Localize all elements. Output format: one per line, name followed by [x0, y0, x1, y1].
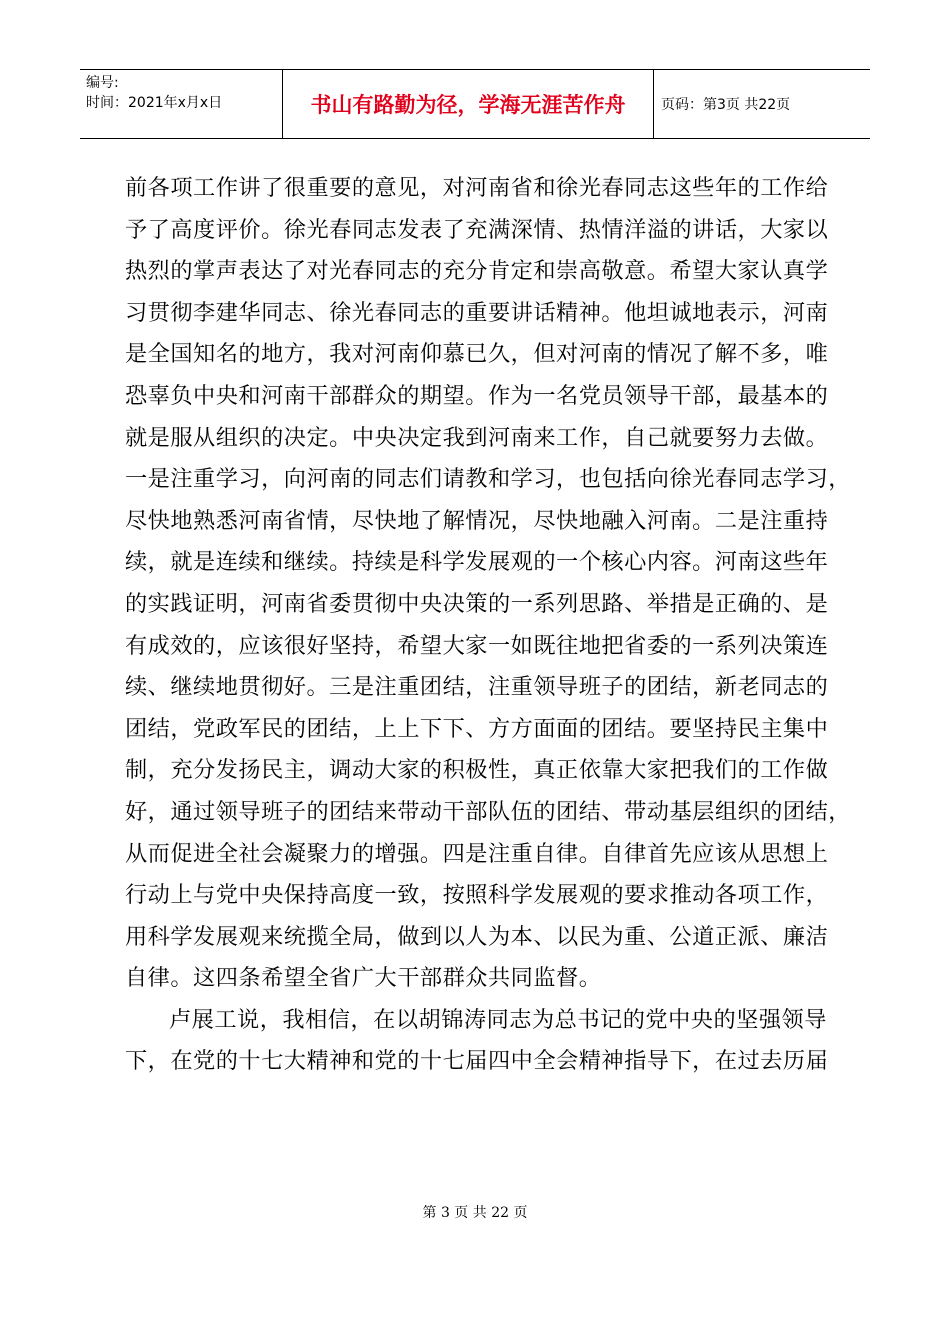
number-label: 编号:: [86, 75, 119, 91]
text-line: 行动上与党中央保持高度一致，按照科学发展观的要求推动各项工作，: [125, 882, 829, 909]
text-line: 自律。这四条希望全省广大干部群众共同监督。: [125, 965, 602, 992]
header-page-info: 页码：第3页 共22页: [661, 97, 791, 113]
text-line: 习贯彻李建华同志、徐光春同志的重要讲话精神。他坦诚地表示，河南: [125, 299, 829, 326]
text-line: 前各项工作讲了很重要的意见，对河南省和徐光春同志这些年的工作给: [125, 175, 829, 201]
text-line: 就是服从组织的决定。中央决定我到河南来工作，自己就要努力去做。: [125, 424, 829, 451]
paragraph-2: [125, 1000, 837, 1083]
text-line: 团结，党政军民的团结，上上下下、方方面面的团结。要坚持民主集中: [125, 715, 829, 742]
text-line: 从而促进全社会凝聚力的增强。四是注重自律。自律首先应该从思想上: [125, 840, 829, 867]
text-line: 予了高度评价。徐光春同志发表了充满深情、热情洋溢的讲话，大家以: [125, 216, 829, 243]
paragraph-1: [125, 168, 851, 1000]
text-line: 下，在党的十七大精神和党的十七届四中全会精神指导下，在过去历届: [125, 1048, 829, 1075]
text-line: 热烈的掌声表达了对光春同志的充分肯定和崇高敬意。希望大家认真学: [125, 258, 829, 285]
text-line: 续、继续地贯彻好。三是注重团结，注重领导班子的团结，新老同志的: [125, 674, 829, 701]
document-header: [80, 69, 870, 139]
text-line: 卢展工说，我相信，在以胡锦涛同志为总书记的党中央的坚强领导: [169, 1006, 827, 1033]
text-line: 好，通过领导班子的团结来带动干部队伍的团结、带动基层组织的团结，: [125, 798, 851, 825]
text-line: 尽快地熟悉河南省情，尽快地了解情况，尽快地融入河南。二是注重持: [125, 507, 829, 534]
header-motto: 书山有路勤为径，学海无涯苦作舟: [283, 70, 654, 138]
time-label: 时间：2021年x月x日: [86, 95, 223, 111]
header-meta-cell: [80, 70, 283, 138]
text-line: 的实践证明，河南省委贯彻中央决策的一系列思路、举措是正确的、是: [125, 590, 829, 617]
page-footer: 第 3 页 共 22 页: [422, 1205, 528, 1221]
text-line: 用科学发展观来统揽全局，做到以人为本、以民为重、公道正派、廉洁: [125, 923, 829, 950]
document-body: [125, 168, 851, 1083]
text-line: 一是注重学习，向河南的同志们请教和学习，也包括向徐光春同志学习，: [125, 466, 851, 493]
text-line: 恐辜负中央和河南干部群众的期望。作为一名党员领导干部，最基本的: [125, 382, 829, 409]
text-line: 是全国知名的地方，我对河南仰慕已久，但对河南的情况了解不多，唯: [125, 341, 829, 368]
text-line: 有成效的，应该很好坚持，希望大家一如既往地把省委的一系列决策连: [125, 632, 829, 659]
text-line: 续，就是连续和继续。持续是科学发展观的一个核心内容。河南这些年: [125, 549, 829, 576]
text-line: 制，充分发扬民主，调动大家的积极性，真正依靠大家把我们的工作做: [125, 757, 829, 784]
